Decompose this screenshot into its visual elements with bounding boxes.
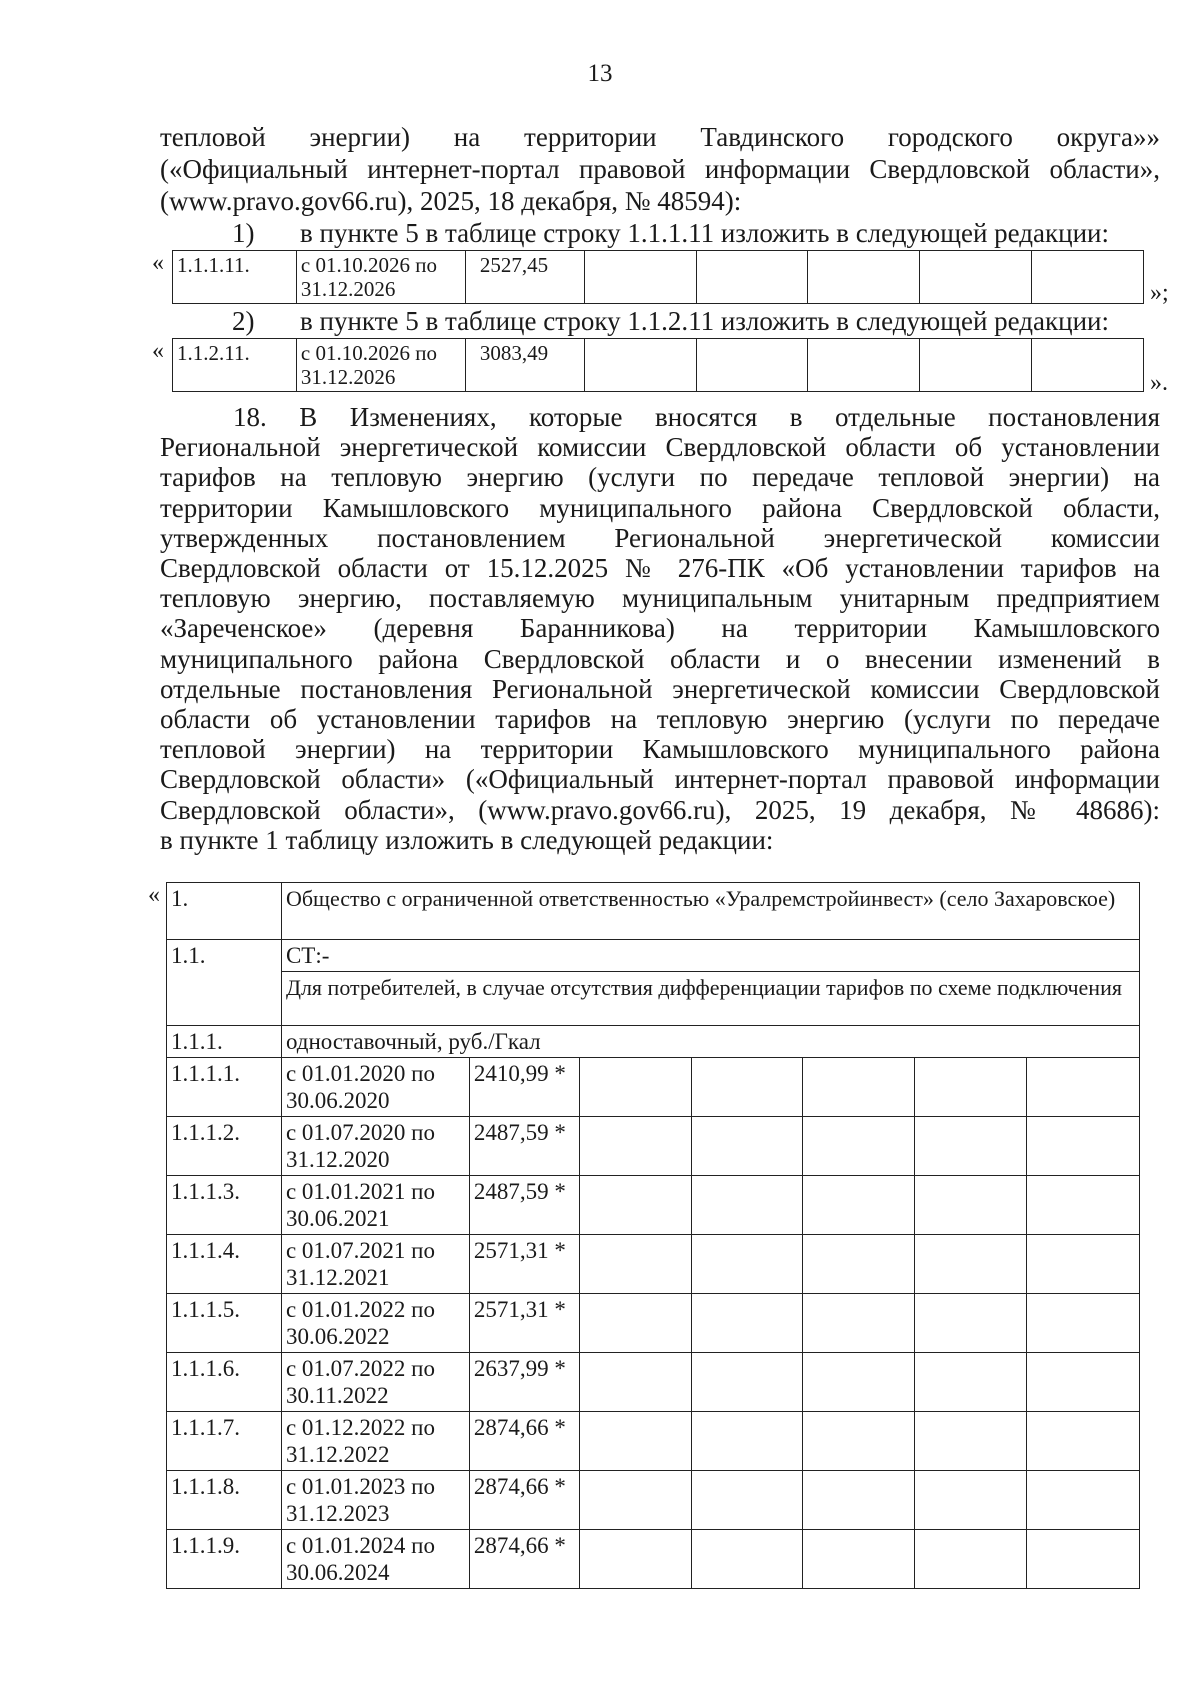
paragraph-line: утвержденных постановлением Региональной энергетической комиссии <box>160 522 1160 553</box>
row-value: 2527,45 <box>465 251 584 304</box>
row-value: 2874,66 * <box>469 1471 579 1530</box>
row-period: с 01.01.2023 по 31.12.2023 <box>281 1471 469 1530</box>
row-period: с 01.10.2026 по 31.12.2026 <box>296 251 465 304</box>
close-quote: »; <box>1150 280 1169 306</box>
empty-cell <box>1027 1235 1140 1294</box>
paragraph-line: тепловой энергии) на территории Камышловского муниципального района <box>160 734 1160 765</box>
empty-cell <box>803 1176 915 1235</box>
empty-cell <box>691 1058 803 1117</box>
empty-cell <box>803 1353 915 1412</box>
empty-cell <box>1027 1058 1140 1117</box>
empty-cell <box>691 1294 803 1353</box>
table-row-1-1-2-11 <box>172 338 1144 392</box>
empty-cell <box>803 1235 915 1294</box>
row-period: с 01.07.2022 по 30.11.2022 <box>281 1353 469 1412</box>
empty-cell <box>579 1412 691 1471</box>
row-code: 1.1.1.3. <box>167 1176 282 1235</box>
empty-cell <box>1032 251 1144 304</box>
empty-cell <box>915 1117 1027 1176</box>
empty-cell <box>691 1235 803 1294</box>
empty-cell <box>691 1176 803 1235</box>
rate-code: 1.1.1. <box>167 1026 282 1058</box>
empty-cell <box>1027 1294 1140 1353</box>
sub-name: СТ:- <box>281 940 1139 972</box>
table-row <box>167 1471 1140 1530</box>
empty-cell <box>584 339 696 392</box>
empty-cell <box>803 1294 915 1353</box>
empty-cell <box>691 1412 803 1471</box>
paragraph-line: отдельные постановления Региональной энергетической комиссии Свердловской <box>160 673 1160 704</box>
table-row <box>167 1294 1140 1353</box>
row-value: 2571,31 * <box>469 1235 579 1294</box>
empty-cell <box>1027 1471 1140 1530</box>
row-value: 2410,99 * <box>469 1058 579 1117</box>
row-period: с 01.07.2021 по 31.12.2021 <box>281 1235 469 1294</box>
paragraph-line: территории Камышловского муниципального района Свердловской области, <box>160 492 1160 523</box>
item-text: в пункте 5 в таблице строку 1.1.1.11 изложить в следующей редакции: <box>300 218 1109 248</box>
empty-cell <box>1027 1530 1140 1589</box>
empty-cell <box>696 339 808 392</box>
empty-cell <box>803 1117 915 1176</box>
open-quote: « <box>148 882 160 908</box>
empty-cell <box>915 1058 1027 1117</box>
paragraph-line: Свердловской области» («Официальный интернет-портал правовой информации <box>160 764 1160 795</box>
empty-cell <box>696 251 808 304</box>
row-code: 1.1.1.2. <box>167 1117 282 1176</box>
empty-cell <box>579 1471 691 1530</box>
row-value: 2487,59 * <box>469 1176 579 1235</box>
open-quote: « <box>152 338 164 364</box>
row-code: 1.1.1.9. <box>167 1530 282 1589</box>
row-period: с 01.07.2020 по 31.12.2020 <box>281 1117 469 1176</box>
table-row <box>167 1117 1140 1176</box>
consumer-group: Для потребителей, в случае отсутствия дифференциации тарифов по схеме подключения <box>281 972 1139 1026</box>
intro-line: тепловой энергии) на территории Тавдинского городского округа»» <box>160 122 1160 152</box>
table-row <box>167 1058 1140 1117</box>
empty-cell <box>915 1235 1027 1294</box>
item-text: в пункте 5 в таблице строку 1.1.2.11 изложить в следующей редакции: <box>300 306 1109 336</box>
paragraph-line: тепловую энергию, поставляемую муниципальным унитарным предприятием <box>160 583 1160 614</box>
paragraph-line: Региональной энергетической комиссии Свердловской области об установлении <box>160 432 1160 463</box>
row-value: 2637,99 * <box>469 1353 579 1412</box>
row-value: 3083,49 <box>465 339 584 392</box>
row-code: 1.1.1.6. <box>167 1353 282 1412</box>
row-value: 2571,31 * <box>469 1294 579 1353</box>
table-row <box>167 1235 1140 1294</box>
empty-cell <box>691 1117 803 1176</box>
row-code: 1.1.2.11. <box>173 339 297 392</box>
empty-cell <box>579 1353 691 1412</box>
empty-cell <box>920 251 1032 304</box>
row-code: 1.1.1.8. <box>167 1471 282 1530</box>
table-row-1-1-1-11 <box>172 250 1144 304</box>
empty-cell <box>803 1471 915 1530</box>
row-code: 1.1.1.11. <box>173 251 297 304</box>
page-number: 13 <box>587 60 613 87</box>
table-row <box>167 1176 1140 1235</box>
item-number: 2) <box>232 306 255 336</box>
empty-cell <box>915 1353 1027 1412</box>
paragraph-line: 18. В Изменениях, которые вносятся в отдельные постановления <box>233 402 1160 432</box>
empty-cell <box>915 1530 1027 1589</box>
empty-cell <box>584 251 696 304</box>
row-code: 1.1.1.4. <box>167 1235 282 1294</box>
table-row <box>167 1412 1140 1471</box>
row-period: с 01.10.2026 по 31.12.2026 <box>296 339 465 392</box>
row-value: 2874,66 * <box>469 1530 579 1589</box>
empty-cell <box>1032 339 1144 392</box>
table-row <box>167 1530 1140 1589</box>
empty-cell <box>803 1058 915 1117</box>
row-code: 1.1.1.5. <box>167 1294 282 1353</box>
paragraph-line: тарифов на тепловую энергию (услуги по передаче тепловой энергии) на <box>160 462 1160 493</box>
row-period: с 01.01.2022 по 30.06.2022 <box>281 1294 469 1353</box>
empty-cell <box>579 1294 691 1353</box>
empty-cell <box>1027 1117 1140 1176</box>
close-quote: ». <box>1150 370 1168 396</box>
paragraph-line: Свердловской области», (www.pravo.gov66.ru), 2025, 19 декабря, № 48686): <box>160 794 1160 825</box>
empty-cell <box>1027 1412 1140 1471</box>
row-period: с 01.12.2022 по 31.12.2022 <box>281 1412 469 1471</box>
row-period: с 01.01.2020 по 30.06.2020 <box>281 1058 469 1117</box>
paragraph-line: в пункте 1 таблицу изложить в следующей редакции: <box>160 824 774 855</box>
row-value: 2874,66 * <box>469 1412 579 1471</box>
empty-cell <box>803 1530 915 1589</box>
table-row <box>167 1353 1140 1412</box>
row-period: с 01.01.2021 по 30.06.2021 <box>281 1176 469 1235</box>
empty-cell <box>691 1530 803 1589</box>
empty-cell <box>808 339 920 392</box>
empty-cell <box>579 1058 691 1117</box>
empty-cell <box>1027 1176 1140 1235</box>
tariff-table <box>166 882 1140 1589</box>
open-quote: « <box>152 250 164 276</box>
rate-name: одноставочный, руб./Гкал <box>281 1026 1139 1058</box>
item-number: 1) <box>232 218 255 248</box>
org-name: Общество с ограниченной ответственностью «Уралремстройинвест» (село Захаровское) <box>281 883 1139 940</box>
row-period: с 01.01.2024 по 30.06.2024 <box>281 1530 469 1589</box>
paragraph-line: «Зареченское» (деревня Баранникова) на территории Камышловского <box>160 613 1160 644</box>
intro-line: («Официальный интернет-портал правовой информации Свердловской области», <box>160 154 1160 184</box>
row-code: 1.1.1.1. <box>167 1058 282 1117</box>
paragraph-line: муниципального района Свердловской области и о внесении изменений в <box>160 643 1160 674</box>
empty-cell <box>915 1412 1027 1471</box>
empty-cell <box>579 1235 691 1294</box>
row-value: 2487,59 * <box>469 1117 579 1176</box>
empty-cell <box>579 1117 691 1176</box>
empty-cell <box>920 339 1032 392</box>
org-code: 1. <box>167 883 282 940</box>
empty-cell <box>691 1471 803 1530</box>
paragraph-line: Свердловской области от 15.12.2025 № 276-ПК «Об установлении тарифов на <box>160 553 1160 583</box>
empty-cell <box>915 1176 1027 1235</box>
intro-line: (www.pravo.gov66.ru), 2025, 18 декабря, № 48594): <box>160 186 742 216</box>
empty-cell <box>915 1294 1027 1353</box>
empty-cell <box>579 1530 691 1589</box>
empty-cell <box>691 1353 803 1412</box>
row-code: 1.1.1.7. <box>167 1412 282 1471</box>
empty-cell <box>808 251 920 304</box>
empty-cell <box>915 1471 1027 1530</box>
empty-cell <box>1027 1353 1140 1412</box>
empty-cell <box>579 1176 691 1235</box>
empty-cell <box>803 1412 915 1471</box>
paragraph-line: области об установлении тарифов на тепловую энергию (услуги по передаче <box>160 704 1160 734</box>
sub-code: 1.1. <box>167 940 282 1026</box>
